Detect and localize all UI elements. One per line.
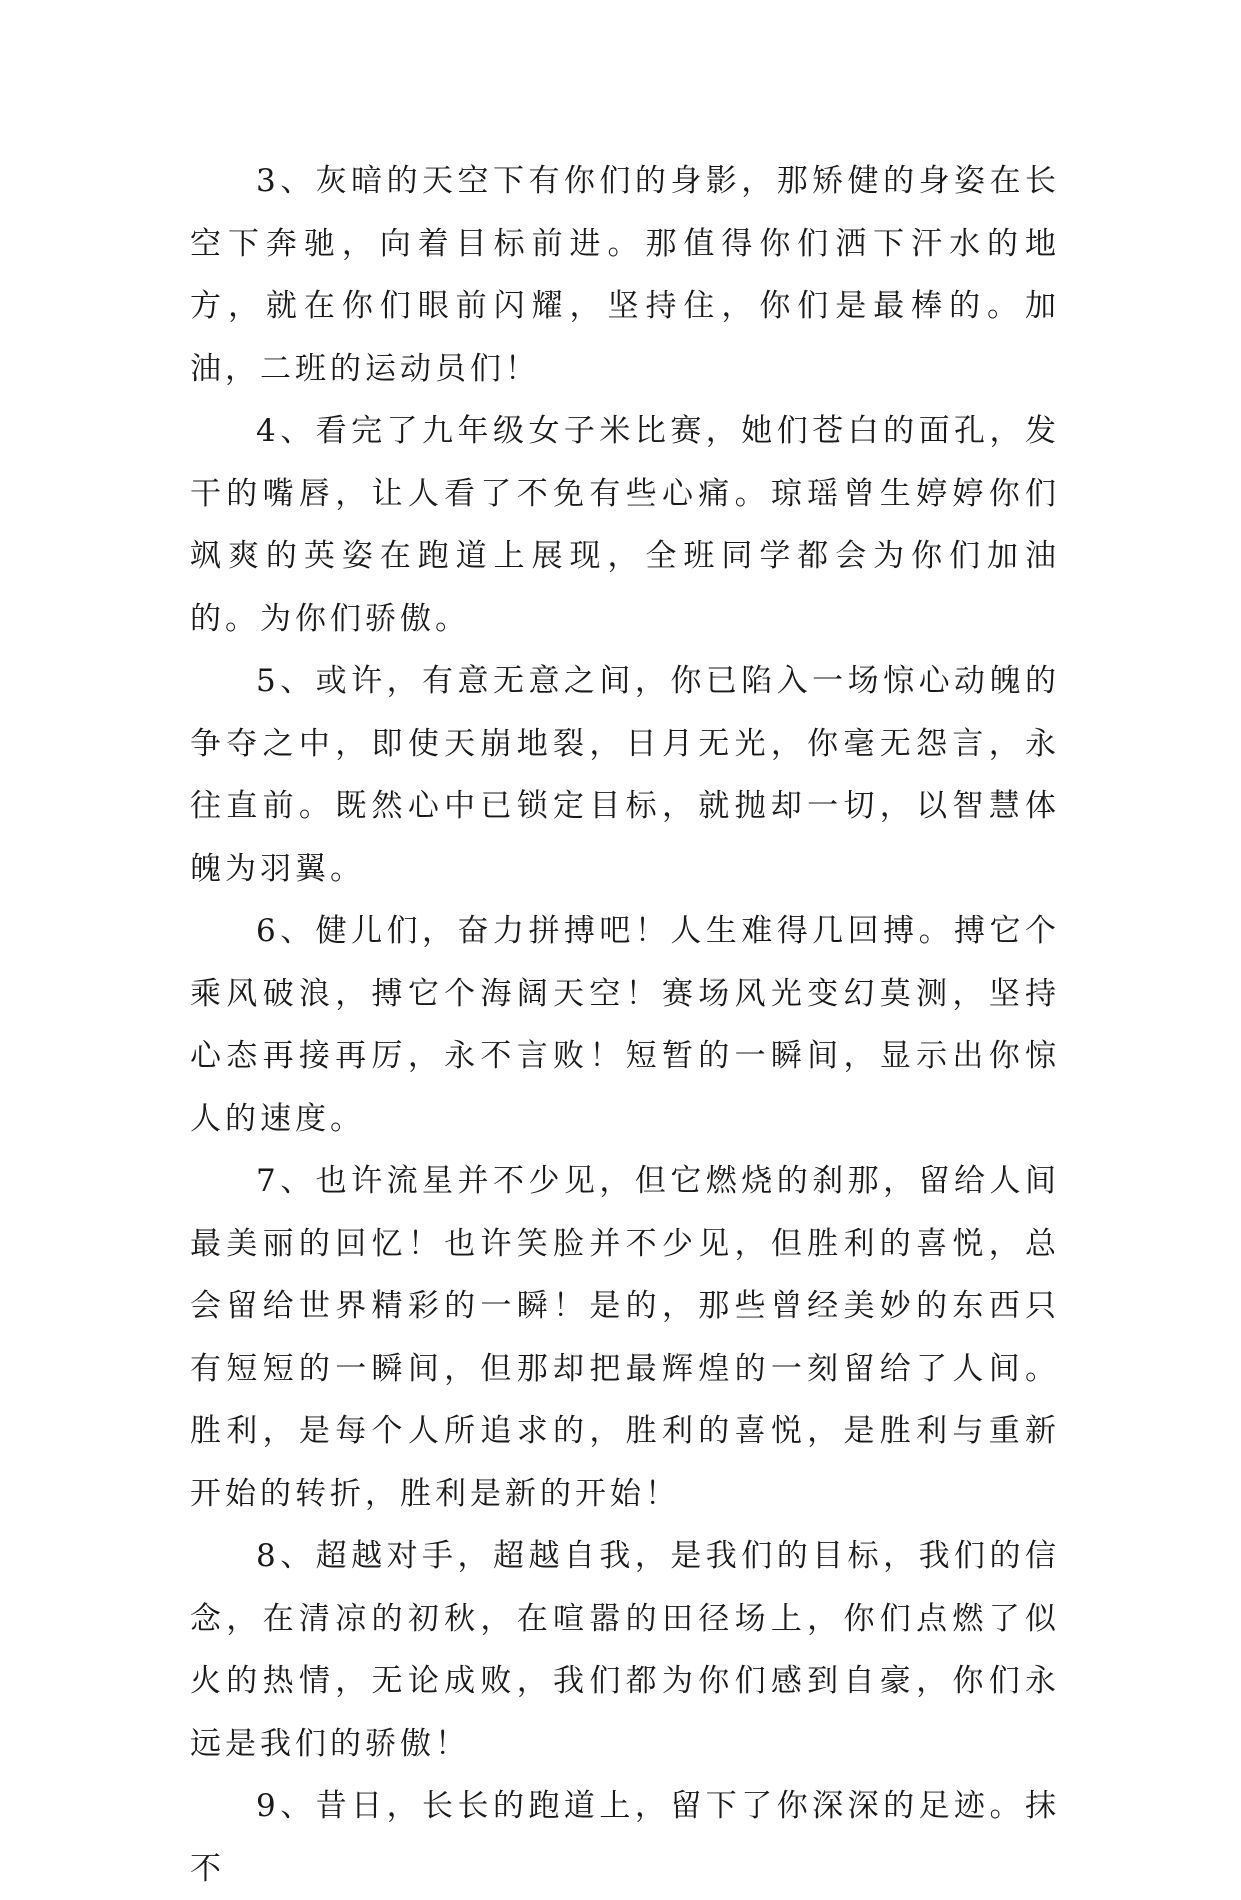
paragraph-5: 5、或许，有意无意之间，你已陷入一场惊心动魄的争夺之中，即使天崩地裂，日月无光，你毫无怨言，永往直前。既然心中已锁定目标，就抛却一切，以智慧体魄为羽翼。 — [190, 663, 1060, 887]
paragraph-9: 9、昔日，长长的跑道上，留下了你深深的足迹。抹不 — [190, 1788, 1060, 1887]
document-body — [190, 150, 1060, 1900]
paragraph-8: 8、超越对手，超越自我，是我们的目标，我们的信念，在清凉的初秋，在喧嚣的田径场上，你们点燃了似火的热情，无论成败，我们都为你们感到自豪，你们永远是我们的骄傲！ — [190, 1538, 1060, 1762]
paragraph-6: 6、健儿们，奋力拼搏吧！人生难得几回搏。搏它个乘风破浪，搏它个海阔天空！赛场风光变幻莫测，坚持心态再接再厉，永不言败！短暂的一瞬间，显示出你惊人的速度。 — [190, 913, 1060, 1137]
paragraph-4: 4、看完了九年级女子米比赛，她们苍白的面孔，发干的嘴唇，让人看了不免有些心痛。琼瑶曾生婷婷你们飒爽的英姿在跑道上展现，全班同学都会为你们加油的。为你们骄傲。 — [190, 413, 1060, 637]
paragraph-7: 7、也许流星并不少见，但它燃烧的刹那，留给人间最美丽的回忆！也许笑脸并不少见，但胜利的喜悦，总会留给世界精彩的一瞬！是的，那些曾经美妙的东西只有短短的一瞬间，但那却把最辉煌的一刻留给了人间。胜利，是每个人所追求的，胜利的喜悦，是胜利与重新开始的转折，胜利是新的开始！ — [190, 1163, 1060, 1512]
paragraph-3: 3、灰暗的天空下有你们的身影，那矫健的身姿在长空下奔驰，向着目标前进。那值得你们洒下汗水的地方，就在你们眼前闪耀，坚持住，你们是最棒的。加油，二班的运动员们！ — [190, 163, 1060, 387]
